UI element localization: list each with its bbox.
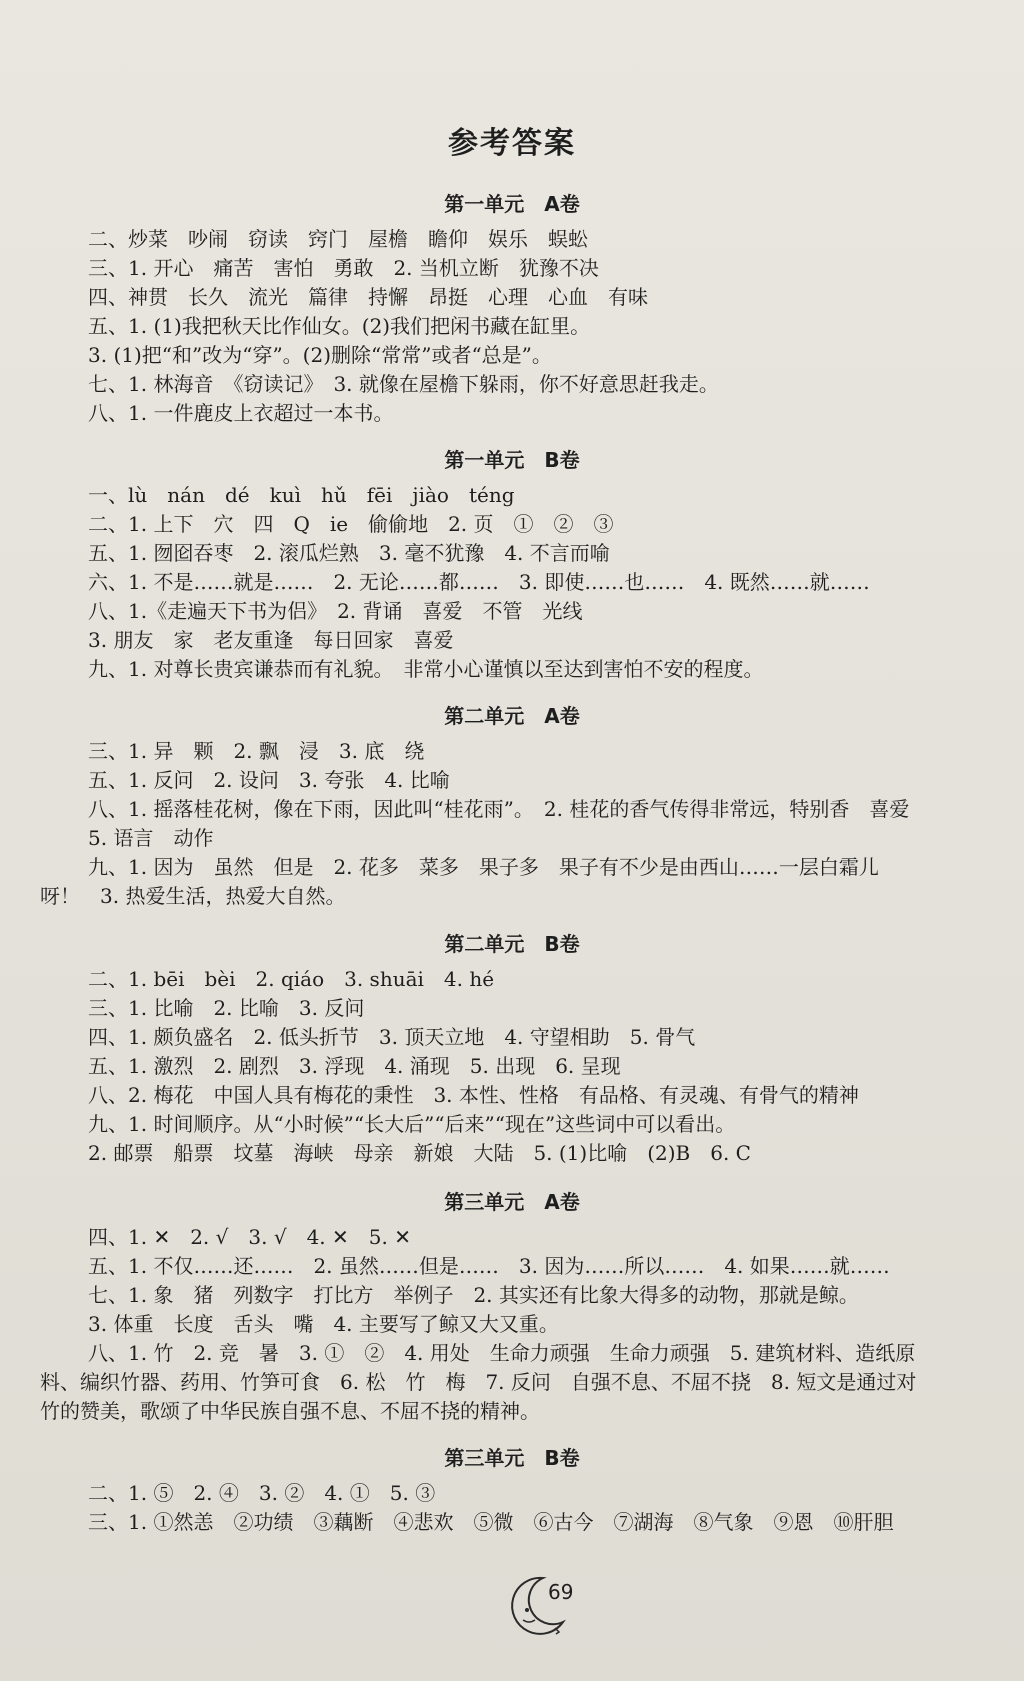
section-heading: 第一单元 A卷: [444, 192, 580, 216]
answer-line: 八、1. 一件鹿皮上衣超过一本书。: [88, 401, 394, 425]
answer-line: 四、1. 颇负盛名 2. 低头折节 3. 顶天立地 4. 守望相助 5. 骨气: [88, 1025, 696, 1049]
answer-line: 三、1. ①然恙 ②功绩 ③藕断 ④悲欢 ⑤微 ⑥古今 ⑦湖海 ⑧气象 ⑨恩 ⑩肝胆: [88, 1510, 894, 1534]
answer-line: 五、1. 激烈 2. 剧烈 3. 浮现 4. 涌现 5. 出现 6. 呈现: [88, 1054, 621, 1078]
answer-line: 一、lù nán dé kuì hǔ fēi jiào téng: [88, 483, 515, 507]
answer-line: 六、1. 不是……就是…… 2. 无论……都…… 3. 即使……也…… 4. 既然……就……: [88, 570, 870, 594]
answer-line: 竹的赞美，歌颂了中华民族自强不息、不屈不挠的精神。: [40, 1399, 540, 1423]
answer-line: 九、1. 时间顺序。从“小时候”“长大后”“后来”“现在”这些词中可以看出。: [88, 1112, 736, 1136]
answer-line: 四、神贯 长久 流光 篇律 持懈 昂挺 心理 心血 有味: [88, 285, 648, 309]
answer-line: 二、1. 上下 穴 四 Q ie 偷偷地 2. 页 ① ② ③: [88, 512, 614, 536]
answer-line: 三、1. 比喻 2. 比喻 3. 反问: [88, 996, 365, 1020]
answer-line: 九、1. 因为 虽然 但是 2. 花多 菜多 果子多 果子有不少是由西山……一层白霜儿: [88, 855, 879, 879]
answer-line: 3. 体重 长度 舌头 嘴 4. 主要写了鲸又大又重。: [88, 1312, 559, 1336]
answer-line: 八、1. 摇落桂花树，像在下雨，因此叫“桂花雨”。 2. 桂花的香气传得非常远，特别香 喜爱: [88, 797, 910, 821]
page-number: 69: [548, 1580, 574, 1604]
answer-line: 三、1. 开心 痛苦 害怕 勇敢 2. 当机立断 犹豫不决: [88, 256, 599, 280]
answer-line: 3. (1)把“和”改为“穿”。(2)删除“常常”或者“总是”。: [88, 343, 552, 367]
answer-line: 五、1. 反问 2. 设问 3. 夸张 4. 比喻: [88, 768, 450, 792]
answer-line: 八、1. 竹 2. 竞 暑 3. ① ② 4. 用处 生命力顽强 生命力顽强 5. 建筑材料、造纸原: [88, 1341, 916, 1365]
answer-line: 七、1. 象 猪 列数字 打比方 举例子 2. 其实还有比象大得多的动物，那就是鲸。: [88, 1283, 859, 1307]
answer-line: 四、1. ✕ 2. √ 3. √ 4. ✕ 5. ✕: [88, 1225, 411, 1249]
answer-line: 五、1. (1)我把秋天比作仙女。(2)我们把闲书藏在缸里。: [88, 314, 591, 338]
answer-line: 五、1. 不仅……还…… 2. 虽然……但是…… 3. 因为……所以…… 4. 如果……就……: [88, 1254, 890, 1278]
answer-line: 呀！ 3. 热爱生活，热爱大自然。: [40, 884, 346, 908]
answer-line: 3. 朋友 家 老友重逢 每日回家 喜爱: [88, 628, 454, 652]
answer-line: 五、1. 囫囵吞枣 2. 滚瓜烂熟 3. 毫不犹豫 4. 不言而喻: [88, 541, 610, 565]
section-heading: 第三单元 A卷: [444, 1190, 580, 1214]
answer-line: 三、1. 异 颗 2. 飘 浸 3. 底 绕: [88, 739, 425, 763]
section-heading: 第二单元 B卷: [444, 932, 580, 956]
answer-line: 2. 邮票 船票 坟墓 海峡 母亲 新娘 大陆 5. (1)比喻 (2)B 6. C: [88, 1141, 751, 1165]
answer-line: 七、1. 林海音 《窃读记》 3. 就像在屋檐下躲雨，你不好意思赶我走。: [88, 372, 719, 396]
answer-line: 二、炒菜 吵闹 窃读 窍门 屋檐 瞻仰 娱乐 蜈蚣: [88, 227, 588, 251]
answer-line: 料、编织竹器、药用、竹笋可食 6. 松 竹 梅 7. 反问 自强不息、不屈不挠 8. 短文是通过对: [40, 1370, 917, 1394]
answer-line: 二、1. bēi bèi 2. qiáo 3. shuāi 4. hé: [88, 967, 495, 991]
answer-line: 九、1. 对尊长贵宾谦恭而有礼貌。 非常小心谨慎以至达到害怕不安的程度。: [88, 657, 764, 681]
answer-line: 5. 语言 动作: [88, 826, 214, 850]
section-heading: 第三单元 B卷: [444, 1446, 580, 1470]
answer-line: 八、1.《走遍天下书为侣》 2. 背诵 喜爱 不管 光线: [88, 599, 583, 623]
section-heading: 第一单元 B卷: [444, 448, 580, 472]
answer-line: 八、2. 梅花 中国人具有梅花的秉性 3. 本性、性格 有品格、有灵魂、有骨气的精神: [88, 1083, 859, 1107]
section-heading: 第二单元 A卷: [444, 704, 580, 728]
answer-line: 二、1. ⑤ 2. ④ 3. ② 4. ① 5. ③: [88, 1481, 436, 1505]
page-title: 参考答案: [448, 126, 576, 161]
